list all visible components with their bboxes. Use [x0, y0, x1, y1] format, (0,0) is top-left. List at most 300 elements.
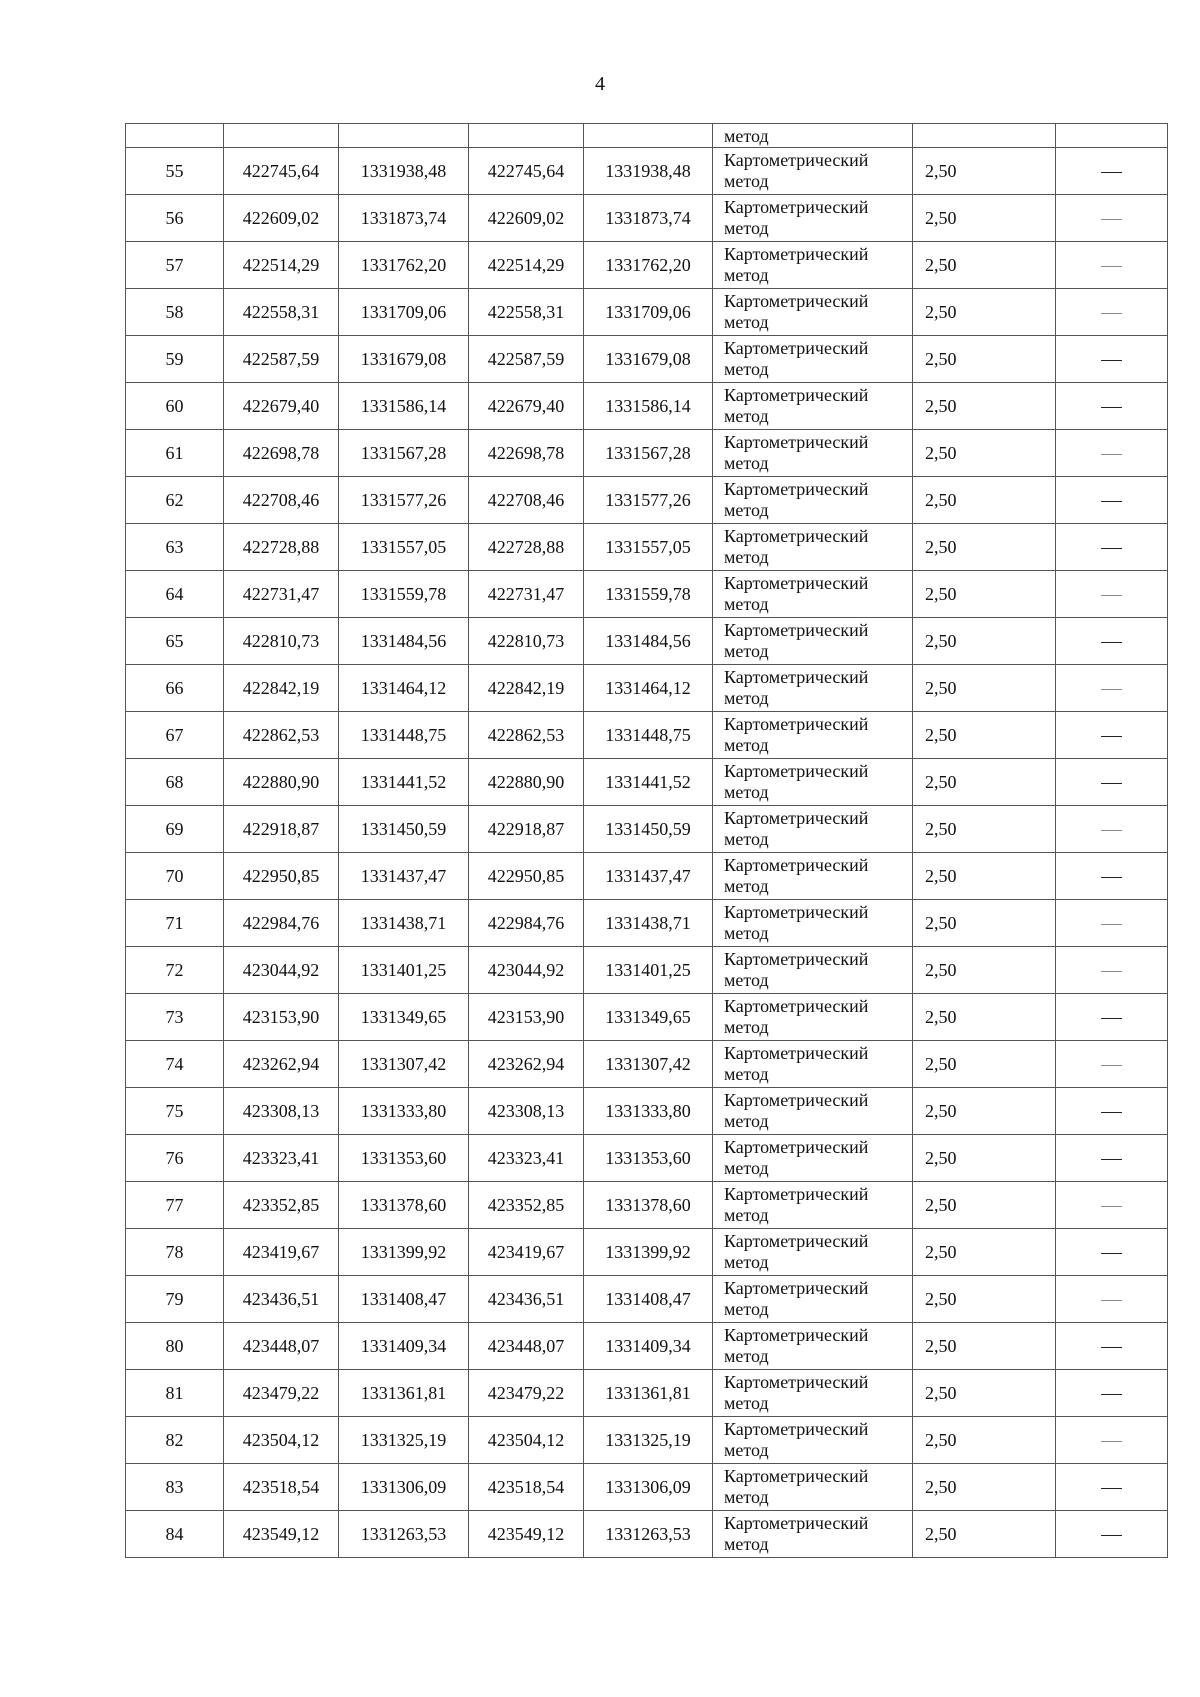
cell-point-number: 63 [126, 524, 224, 571]
cell-x-existing: 423549,12 [224, 1511, 339, 1558]
cell-x-new: 423436,51 [469, 1276, 584, 1323]
dash-mark [1101, 1159, 1122, 1161]
cell-x-existing: 423419,67 [224, 1229, 339, 1276]
cell-y-new: 1331567,28 [584, 430, 713, 477]
table-row [126, 759, 1168, 806]
cell-y-new: 1331559,78 [584, 571, 713, 618]
cell-x-new: 423323,41 [469, 1135, 584, 1182]
cell-point-number: 55 [126, 148, 224, 195]
method-line-1: Картометрический [724, 667, 869, 687]
cell-accuracy: 2,50 [913, 1417, 1056, 1464]
table-row [126, 806, 1168, 853]
cell-y-existing: 1331353,60 [339, 1135, 469, 1182]
coordinates-table [125, 123, 1168, 1558]
dash-mark [1101, 1112, 1122, 1114]
cell-point-number: 73 [126, 994, 224, 1041]
method-line-2: метод [724, 1487, 769, 1507]
cell-x-existing: 423518,54 [224, 1464, 339, 1511]
table-row [126, 242, 1168, 289]
table-body [126, 124, 1168, 1558]
cell-accuracy: 2,50 [913, 1276, 1056, 1323]
table-row [126, 900, 1168, 947]
cell-dash [1056, 1511, 1168, 1558]
method-line-1: Картометрический [724, 526, 869, 546]
cell-point-number: 67 [126, 712, 224, 759]
cell-dash [1056, 1276, 1168, 1323]
method-line-2: метод [724, 406, 769, 426]
cell-dash [1056, 195, 1168, 242]
method-line-1: Картометрический [724, 1513, 869, 1533]
cell-point-number: 69 [126, 806, 224, 853]
cell-y-new: 1331401,25 [584, 947, 713, 994]
cell-accuracy: 2,50 [913, 477, 1056, 524]
dash-mark [1101, 1535, 1122, 1537]
cell-y-existing: 1331559,78 [339, 571, 469, 618]
table-row [126, 947, 1168, 994]
table-row [126, 524, 1168, 571]
cell-dash [1056, 571, 1168, 618]
cell-y-new: 1331306,09 [584, 1464, 713, 1511]
cell-dash [1056, 383, 1168, 430]
cell-point-number: 65 [126, 618, 224, 665]
cell-point-number: 76 [126, 1135, 224, 1182]
method-line-1: Картометрический [724, 1278, 869, 1298]
method-line-1: Картометрический [724, 1184, 869, 1204]
cell-point-number: 62 [126, 477, 224, 524]
cell-y-new: 1331333,80 [584, 1088, 713, 1135]
cell-x-existing: 423504,12 [224, 1417, 339, 1464]
dash-mark [1101, 407, 1122, 409]
table-row [126, 618, 1168, 665]
table-row [126, 1088, 1168, 1135]
cell-x-existing: 422728,88 [224, 524, 339, 571]
cell-accuracy: 2,50 [913, 994, 1056, 1041]
cell-y-existing: 1331307,42 [339, 1041, 469, 1088]
cell-y-existing: 1331709,06 [339, 289, 469, 336]
cell-dash [1056, 242, 1168, 289]
cell-accuracy: 2,50 [913, 1370, 1056, 1417]
cell-point-number: 80 [126, 1323, 224, 1370]
cell-dash [1056, 806, 1168, 853]
cell-x-new: 423518,54 [469, 1464, 584, 1511]
method-line-1: Картометрический [724, 150, 869, 170]
method-line-1: Картометрический [724, 291, 869, 311]
table-row [126, 1182, 1168, 1229]
method-line-2: метод [724, 1393, 769, 1413]
cell-accuracy: 2,50 [913, 759, 1056, 806]
method-line-2: метод [724, 1346, 769, 1366]
cell-x-new: 422950,85 [469, 853, 584, 900]
cell-accuracy: 2,50 [913, 947, 1056, 994]
cell-point-number: 83 [126, 1464, 224, 1511]
method-line-1: Картометрический [724, 996, 869, 1016]
cell-accuracy: 2,50 [913, 1323, 1056, 1370]
cell-point-number: 70 [126, 853, 224, 900]
dash-mark [1101, 360, 1122, 362]
cell-x-new: 422984,76 [469, 900, 584, 947]
cell-dash [1056, 1229, 1168, 1276]
dash-mark [1101, 1394, 1122, 1396]
dash-mark [1101, 1253, 1122, 1255]
dash-mark [1101, 689, 1122, 690]
cell-y-new: 1331378,60 [584, 1182, 713, 1229]
cell-x-new: 423153,90 [469, 994, 584, 1041]
cell-x-new: 423352,85 [469, 1182, 584, 1229]
table-row [126, 994, 1168, 1041]
cell-y-existing: 1331577,26 [339, 477, 469, 524]
cell-y-existing: 1331448,75 [339, 712, 469, 759]
cell-dash [1056, 1370, 1168, 1417]
table-row [126, 1511, 1168, 1558]
cell-method [713, 1229, 913, 1276]
page-number: 4 [595, 73, 605, 95]
dash-mark [1101, 1065, 1122, 1066]
method-line-2: метод [724, 265, 769, 285]
cell-accuracy: 2,50 [913, 665, 1056, 712]
cell-y-new: 1331325,19 [584, 1417, 713, 1464]
table-row [126, 1464, 1168, 1511]
cell-empty [913, 124, 1056, 148]
cell-method [713, 430, 913, 477]
cell-y-new: 1331437,47 [584, 853, 713, 900]
cell-x-new: 422698,78 [469, 430, 584, 477]
cell-method [713, 1323, 913, 1370]
cell-y-new: 1331353,60 [584, 1135, 713, 1182]
cell-accuracy: 2,50 [913, 853, 1056, 900]
cell-y-new: 1331307,42 [584, 1041, 713, 1088]
cell-x-existing: 423436,51 [224, 1276, 339, 1323]
cell-y-new: 1331409,34 [584, 1323, 713, 1370]
cell-x-new: 423044,92 [469, 947, 584, 994]
cell-accuracy: 2,50 [913, 289, 1056, 336]
cell-point-number: 74 [126, 1041, 224, 1088]
dash-mark [1101, 172, 1122, 174]
method-line-2: метод [724, 1111, 769, 1131]
cell-dash [1056, 1464, 1168, 1511]
cell-x-existing: 423308,13 [224, 1088, 339, 1135]
cell-y-existing: 1331438,71 [339, 900, 469, 947]
dash-mark [1101, 1488, 1122, 1490]
cell-x-existing: 422950,85 [224, 853, 339, 900]
dash-mark [1101, 1206, 1122, 1207]
cell-y-new: 1331464,12 [584, 665, 713, 712]
method-line-1: Картометрический [724, 1466, 869, 1486]
cell-method [713, 759, 913, 806]
cell-y-new: 1331586,14 [584, 383, 713, 430]
cell-method [713, 618, 913, 665]
cell-point-number: 58 [126, 289, 224, 336]
cell-y-existing: 1331938,48 [339, 148, 469, 195]
cell-x-existing: 423323,41 [224, 1135, 339, 1182]
method-line-2: метод [724, 688, 769, 708]
cell-point-number: 66 [126, 665, 224, 712]
cell-y-new: 1331577,26 [584, 477, 713, 524]
method-line-2: метод [724, 1440, 769, 1460]
method-line-2: метод [724, 923, 769, 943]
method-line-1: Картометрический [724, 902, 869, 922]
dash-mark [1101, 454, 1122, 455]
method-line-1: Картометрический [724, 244, 869, 264]
cell-method [713, 806, 913, 853]
cell-accuracy: 2,50 [913, 712, 1056, 759]
cell-x-new: 423262,94 [469, 1041, 584, 1088]
method-line-2: метод [724, 500, 769, 520]
cell-x-new: 422810,73 [469, 618, 584, 665]
cell-accuracy: 2,50 [913, 242, 1056, 289]
cell-x-new: 422609,02 [469, 195, 584, 242]
cell-x-new: 423504,12 [469, 1417, 584, 1464]
cell-method [713, 289, 913, 336]
table-row [126, 1370, 1168, 1417]
cell-accuracy: 2,50 [913, 1182, 1056, 1229]
cell-y-new: 1331557,05 [584, 524, 713, 571]
cell-method [713, 195, 913, 242]
table-row [126, 1041, 1168, 1088]
cell-dash [1056, 947, 1168, 994]
dash-mark [1101, 266, 1122, 267]
table-row [126, 1323, 1168, 1370]
cell-x-new: 423479,22 [469, 1370, 584, 1417]
cell-y-existing: 1331437,47 [339, 853, 469, 900]
cell-y-existing: 1331325,19 [339, 1417, 469, 1464]
cell-dash [1056, 477, 1168, 524]
table-row [126, 195, 1168, 242]
cell-y-existing: 1331401,25 [339, 947, 469, 994]
dash-mark [1101, 736, 1122, 738]
cell-accuracy: 2,50 [913, 148, 1056, 195]
cell-x-new: 422842,19 [469, 665, 584, 712]
cell-accuracy: 2,50 [913, 336, 1056, 383]
table-row [126, 1135, 1168, 1182]
cell-empty [339, 124, 469, 148]
cell-y-existing: 1331408,47 [339, 1276, 469, 1323]
cell-x-existing: 423352,85 [224, 1182, 339, 1229]
cell-x-new: 423308,13 [469, 1088, 584, 1135]
cell-empty [126, 124, 224, 148]
method-line-2: метод [724, 171, 769, 191]
method-line-2: метод [724, 1017, 769, 1037]
cell-method [713, 1464, 913, 1511]
cell-dash [1056, 430, 1168, 477]
method-line-2: метод [724, 1158, 769, 1178]
dash-mark [1101, 313, 1122, 314]
cell-accuracy: 2,50 [913, 1041, 1056, 1088]
cell-point-number: 75 [126, 1088, 224, 1135]
cell-empty [469, 124, 584, 148]
cell-point-number: 61 [126, 430, 224, 477]
cell-point-number: 64 [126, 571, 224, 618]
method-line-1: Картометрический [724, 1231, 869, 1251]
table-row [126, 289, 1168, 336]
cell-accuracy: 2,50 [913, 524, 1056, 571]
method-line-2: метод [724, 876, 769, 896]
cell-point-number: 68 [126, 759, 224, 806]
cell-y-existing: 1331378,60 [339, 1182, 469, 1229]
cell-point-number: 56 [126, 195, 224, 242]
cell-x-existing: 422609,02 [224, 195, 339, 242]
cell-method [713, 1135, 913, 1182]
cell-dash [1056, 1417, 1168, 1464]
cell-x-existing: 422698,78 [224, 430, 339, 477]
table-row [126, 383, 1168, 430]
method-line-1: Картометрический [724, 714, 869, 734]
method-line-1: Картометрический [724, 1372, 869, 1392]
cell-dash [1056, 289, 1168, 336]
cell-accuracy: 2,50 [913, 1135, 1056, 1182]
method-line-1: Картометрический [724, 432, 869, 452]
method-line-1: Картометрический [724, 385, 869, 405]
cell-y-existing: 1331361,81 [339, 1370, 469, 1417]
cell-point-number: 78 [126, 1229, 224, 1276]
cell-x-new: 422558,31 [469, 289, 584, 336]
cell-y-new: 1331762,20 [584, 242, 713, 289]
cell-method [713, 947, 913, 994]
cell-accuracy: 2,50 [913, 900, 1056, 947]
cell-y-existing: 1331464,12 [339, 665, 469, 712]
cell-point-number: 82 [126, 1417, 224, 1464]
cell-dash [1056, 1088, 1168, 1135]
method-line-1: Картометрический [724, 620, 869, 640]
method-line-2: метод [724, 547, 769, 567]
dash-mark [1101, 971, 1122, 972]
cell-y-new: 1331679,08 [584, 336, 713, 383]
method-line-1: Картометрический [724, 197, 869, 217]
cell-accuracy: 2,50 [913, 383, 1056, 430]
dash-mark [1101, 548, 1122, 550]
cell-method [713, 242, 913, 289]
cell-y-new: 1331349,65 [584, 994, 713, 1041]
cell-method [713, 477, 913, 524]
cell-point-number: 84 [126, 1511, 224, 1558]
cell-x-existing: 422918,87 [224, 806, 339, 853]
cell-x-existing: 422514,29 [224, 242, 339, 289]
cell-y-existing: 1331873,74 [339, 195, 469, 242]
cell-x-existing: 422731,47 [224, 571, 339, 618]
cell-accuracy: 2,50 [913, 1229, 1056, 1276]
cell-accuracy: 2,50 [913, 1088, 1056, 1135]
cell-point-number: 79 [126, 1276, 224, 1323]
cell-y-existing: 1331762,20 [339, 242, 469, 289]
cell-dash [1056, 1323, 1168, 1370]
table-row [126, 477, 1168, 524]
cell-x-existing: 422984,76 [224, 900, 339, 947]
cell-method-continued: метод [713, 124, 913, 148]
cell-dash [1056, 524, 1168, 571]
method-line-2: метод [724, 641, 769, 661]
cell-x-new: 422731,47 [469, 571, 584, 618]
cell-dash [1056, 1182, 1168, 1229]
dash-mark [1101, 1441, 1122, 1442]
method-line-2: метод [724, 1205, 769, 1225]
cell-dash [1056, 900, 1168, 947]
method-line-1: Картометрический [724, 808, 869, 828]
method-line-2: метод [724, 312, 769, 332]
cell-dash [1056, 994, 1168, 1041]
method-line-2: метод [724, 1534, 769, 1554]
cell-x-new: 423448,07 [469, 1323, 584, 1370]
cell-accuracy: 2,50 [913, 1511, 1056, 1558]
cell-dash [1056, 665, 1168, 712]
method-line-1: Картометрический [724, 573, 869, 593]
method-line-1: Картометрический [724, 1137, 869, 1157]
cell-method [713, 383, 913, 430]
dash-mark [1101, 830, 1122, 831]
cell-x-existing: 422880,90 [224, 759, 339, 806]
cell-accuracy: 2,50 [913, 1464, 1056, 1511]
cell-dash [1056, 1135, 1168, 1182]
cell-method [713, 853, 913, 900]
cell-x-new: 423549,12 [469, 1511, 584, 1558]
cell-y-existing: 1331679,08 [339, 336, 469, 383]
cell-method [713, 994, 913, 1041]
table-row [126, 571, 1168, 618]
cell-x-new: 422587,59 [469, 336, 584, 383]
cell-y-new: 1331484,56 [584, 618, 713, 665]
cell-method [713, 1041, 913, 1088]
method-line-2: метод [724, 782, 769, 802]
method-line-2: метод [724, 1064, 769, 1084]
dash-mark [1101, 1018, 1122, 1020]
method-line-1: Картометрический [724, 949, 869, 969]
cell-method [713, 571, 913, 618]
table-row [126, 430, 1168, 477]
cell-x-new: 422708,46 [469, 477, 584, 524]
table-row [126, 1229, 1168, 1276]
cell-x-existing: 423044,92 [224, 947, 339, 994]
cell-y-existing: 1331450,59 [339, 806, 469, 853]
cell-point-number: 59 [126, 336, 224, 383]
cell-x-new: 422514,29 [469, 242, 584, 289]
method-line-1: Картометрический [724, 338, 869, 358]
method-line-1: Картометрический [724, 1090, 869, 1110]
method-line-1: Картометрический [724, 479, 869, 499]
dash-mark [1101, 783, 1122, 785]
cell-method [713, 1370, 913, 1417]
cell-y-new: 1331408,47 [584, 1276, 713, 1323]
cell-y-existing: 1331567,28 [339, 430, 469, 477]
cell-empty [1056, 124, 1168, 148]
cell-y-new: 1331399,92 [584, 1229, 713, 1276]
cell-x-existing: 423262,94 [224, 1041, 339, 1088]
cell-dash [1056, 618, 1168, 665]
table-row [126, 1276, 1168, 1323]
cell-y-existing: 1331409,34 [339, 1323, 469, 1370]
cell-point-number: 71 [126, 900, 224, 947]
cell-x-new: 422679,40 [469, 383, 584, 430]
cell-y-new: 1331361,81 [584, 1370, 713, 1417]
cell-x-new: 422880,90 [469, 759, 584, 806]
cell-dash [1056, 336, 1168, 383]
cell-empty [584, 124, 713, 148]
cell-method [713, 336, 913, 383]
cell-accuracy: 2,50 [913, 195, 1056, 242]
cell-x-new: 422862,53 [469, 712, 584, 759]
dash-mark [1101, 501, 1122, 503]
method-line-1: Картометрический [724, 1419, 869, 1439]
cell-y-existing: 1331586,14 [339, 383, 469, 430]
cell-method [713, 1417, 913, 1464]
cell-dash [1056, 148, 1168, 195]
cell-point-number: 57 [126, 242, 224, 289]
cell-dash [1056, 759, 1168, 806]
method-line-2: метод [724, 1299, 769, 1319]
table-row [126, 853, 1168, 900]
cell-point-number: 77 [126, 1182, 224, 1229]
cell-method [713, 712, 913, 759]
cell-x-new: 423419,67 [469, 1229, 584, 1276]
cell-y-new: 1331438,71 [584, 900, 713, 947]
method-line-2: метод [724, 735, 769, 755]
